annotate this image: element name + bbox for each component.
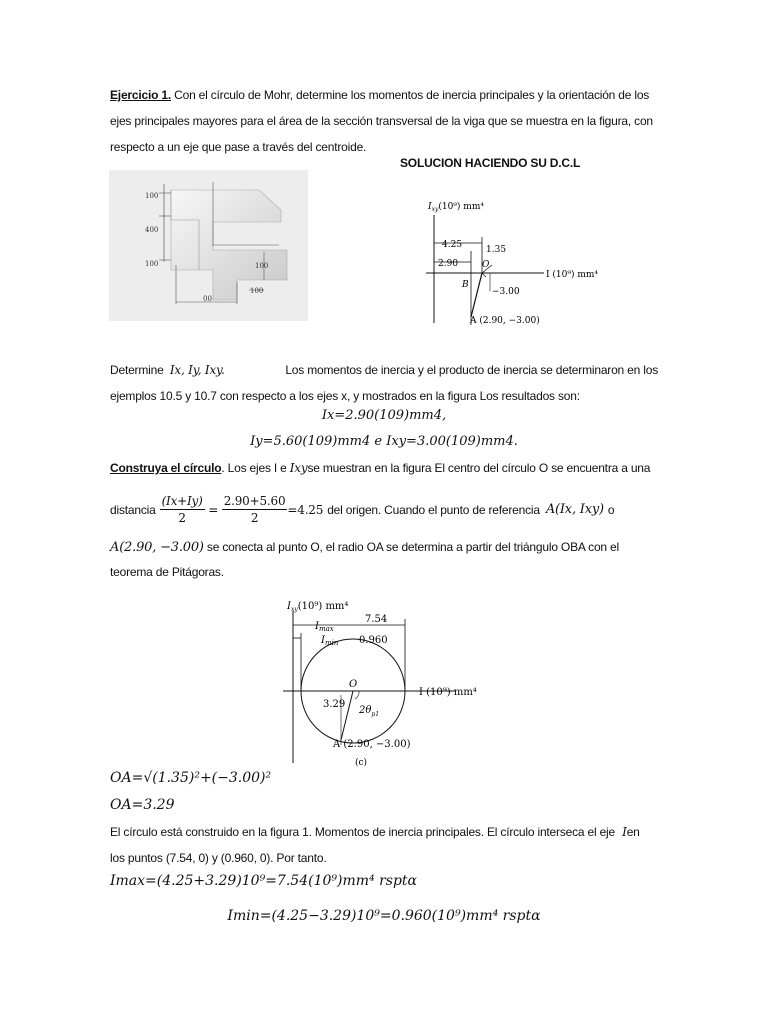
construct-line-4: teorema de Pitágoras. xyxy=(110,565,224,579)
beam-figure xyxy=(109,170,308,321)
equation-oa-result: OA=3.29 xyxy=(110,797,175,813)
determine-line-1: Determine Ix, Iy, Ixy. Los momentos de inercia y el producto de inercia se determinaron en los xyxy=(110,363,658,377)
dcl-dim-425: 4.25 xyxy=(442,240,463,250)
circle-line-2: los puntos (7.54, 0) y (0.960, 0). Por tanto. xyxy=(110,851,327,865)
equation-oa-pythagoras: OA=√(1.35)²+(−3.00)² xyxy=(110,770,272,786)
mohr-circle-drawing xyxy=(255,595,505,770)
intro-line-2: ejes principales mayores para el área de la sección transversal de la viga que se muestra en la figura, con xyxy=(110,114,653,128)
fraction-1: $\frac{(Ix+Iy)}{2}$ xyxy=(161,494,203,525)
dcl-dim-neg300: −3.00 xyxy=(492,287,520,297)
dim-right: 100 xyxy=(255,262,269,270)
dcl-drawing xyxy=(420,195,640,335)
circle-xlabel: I (10⁹) mm⁴ xyxy=(419,687,477,698)
radius-label: 3.29 xyxy=(323,699,346,710)
figure-caption: (c) xyxy=(355,758,368,768)
solution-heading: SOLUCION HACIENDO SU D.C.L xyxy=(400,156,581,170)
imin-label: $I_{min}$ xyxy=(321,635,339,647)
determine-vars: Ix, Iy, Ixy. xyxy=(169,363,225,377)
dim-top: 100 xyxy=(145,192,159,200)
dim-bottom-right: 100 xyxy=(250,287,264,295)
equation-imin: Imin=(4.25−3.29)10⁹=0.960(10⁹)mm⁴ rsptα xyxy=(227,908,541,924)
dcl-point-a: A (2.90, −3.00) xyxy=(470,316,540,326)
dcl-xlabel: I (10⁹) mm⁴ xyxy=(546,270,599,280)
construct-line-1: Construya el círculo. Los ejes I e Ixyse muestran en la figura El centro del círculo O se encuentra a una xyxy=(110,461,651,475)
equation-iy-ixy: Iy=5.60(109)mm4 e Ixy=3.00(109)mm4. xyxy=(250,434,518,449)
equation-imax: Imax=(4.25+3.29)10⁹=7.54(10⁹)mm⁴ rsptα xyxy=(110,873,417,889)
exercise-intro xyxy=(110,82,658,160)
imax-value: 7.54 xyxy=(365,614,388,625)
construct-line-3: A(2.90, −3.00) se conecta al punto O, el radio OA se determina a partir del triángulo OBA con el xyxy=(110,540,619,555)
determine-line-2: ejemplos 10.5 y 10.7 con respecto a los ejes x, y mostrados en la figura Los resultados son: xyxy=(110,389,580,403)
dim-lower: 100 xyxy=(145,260,159,268)
mohr-circle-figure xyxy=(255,595,505,770)
dcl-dim-290: 2.90 xyxy=(438,259,459,269)
equation-ix: Ix=2.90(109)mm4, xyxy=(321,408,447,423)
construct-heading: Construya el círculo xyxy=(110,461,222,475)
dcl-label-b: B xyxy=(462,280,469,290)
circle-point-a: A (2.90, −3.00) xyxy=(333,739,411,750)
angle-label: $2\theta_{p1}$ xyxy=(359,705,380,718)
beam-drawing xyxy=(109,170,308,321)
dcl-dim-135: 1.35 xyxy=(486,245,507,255)
paragraph-determine xyxy=(110,357,658,409)
imax-label: $I_{max}$ xyxy=(315,621,334,633)
circle-line-1: El círculo está construido en la figura 1. Momentos de inercia principales. El círculo interseca el eje Ien xyxy=(110,825,640,839)
intro-line-1: Ejercicio 1. Con el círculo de Mohr, determine los momentos de inercia principales y la orientación de los xyxy=(110,88,650,102)
dim-mid: 400 xyxy=(145,226,159,234)
paragraph-circle xyxy=(110,819,670,871)
circle-ylabel: $I_{xy}(10^9)$ mm⁴ xyxy=(287,601,349,613)
imin-value: 0.960 xyxy=(359,635,388,646)
construct-line-2: distancia $\frac{(Ix+Iy)}{2}$ = $\frac{2.90+5.60}{2}$ =4.25 del origen. Cuando el punto de referencia A(Ix, Ixy) o xyxy=(110,494,615,525)
dcl-label-o: O xyxy=(482,260,490,270)
dim-bottom-left: 00 xyxy=(203,295,212,303)
dcl-ylabel: $I_{xy}(10^9)$ mm⁴ xyxy=(428,202,484,213)
dcl-figure xyxy=(420,195,640,335)
circle-label-o: O xyxy=(349,679,358,690)
intro-line-3: respecto a un eje que pase a través del centroide. xyxy=(110,140,367,154)
fraction-2: $\frac{2.90+5.60}{2}$ xyxy=(223,494,286,525)
exercise-title: Ejercicio 1. xyxy=(110,88,171,102)
